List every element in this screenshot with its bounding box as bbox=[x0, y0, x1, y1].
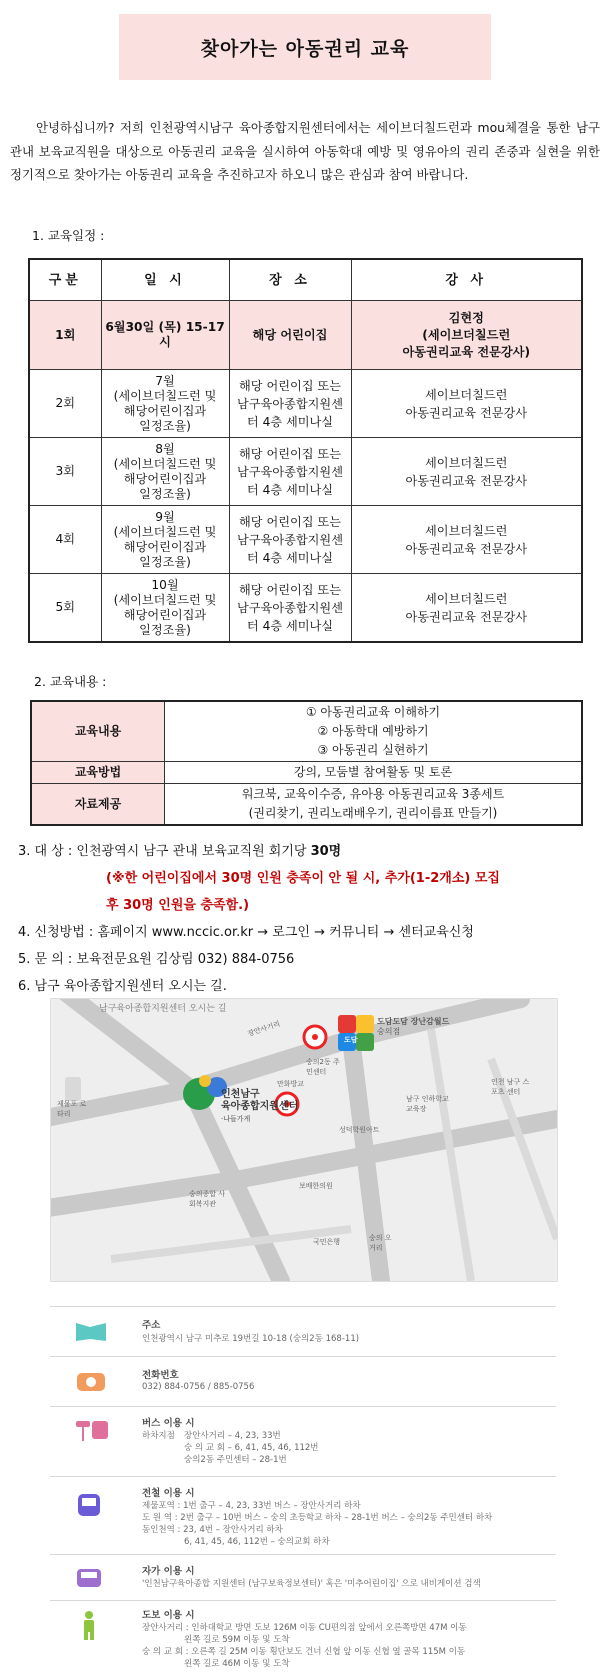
session-no: 3회 bbox=[29, 438, 101, 506]
map-graphic bbox=[51, 999, 557, 1281]
map-book-icon bbox=[74, 1319, 108, 1343]
session-no: 2회 bbox=[29, 370, 101, 438]
session-place: 해당 어린이집 또는 남구육아종합지원센 터 4층 세미나실 bbox=[229, 574, 351, 643]
map-label: 성덕학원아트 bbox=[339, 1126, 380, 1134]
session-no: 4회 bbox=[29, 506, 101, 574]
subway-block: 전철 이용 시 제물포역 : 1번 출구 – 4, 23, 33번 버스 – 장안사거리 하차 도 원 역 : 2번 출구 – 10번 버스 – 숭의 초등학교 하차 – 28-1번 버스 – 숭의2동 주민센터 하차 동인천역 : 23, 4번 – 장안사거리 하차 6, 41, 45, 46, 112번 – 숭의교회 하차 bbox=[50, 1476, 556, 1555]
location-map bbox=[50, 998, 558, 1282]
schedule-table bbox=[28, 258, 583, 643]
table-row bbox=[29, 574, 582, 643]
map-label: 국민은행 bbox=[313, 1238, 341, 1246]
edu-items bbox=[165, 701, 583, 762]
center-name: 인천남구 육아종합지원센터 ·나들가게 bbox=[221, 1089, 299, 1123]
session-place: 해당 어린이집 또는 남구육아종합지원센 터 4층 세미나실 bbox=[229, 438, 351, 506]
header-cell: 일 시 bbox=[101, 259, 229, 301]
contact-line: 5. 문 의 : 보육전문요원 김상림 032) 884-0756 bbox=[18, 952, 295, 967]
session-date: 6월30일 (목) 15-17시 bbox=[101, 301, 229, 370]
nursery-name: 도담도담 장난감월드 숭의점 bbox=[377, 1017, 450, 1036]
edu-label: 교육내용 bbox=[31, 701, 165, 762]
map-label: 보배한의원 bbox=[299, 1182, 333, 1190]
nursery-logo-text: 도담 bbox=[344, 1036, 358, 1044]
content-table bbox=[30, 700, 583, 826]
material-label: 자료제공 bbox=[31, 784, 165, 826]
session-no: 5회 bbox=[29, 574, 101, 643]
material-line: 워크북, 교육이수증, 유아용 아동권리교육 3종세트 bbox=[241, 787, 505, 801]
map-label: 숭의 오거리 bbox=[369, 1234, 392, 1252]
header-cell: 구분 bbox=[29, 259, 101, 301]
info-items bbox=[18, 838, 603, 1000]
intro-paragraph: 안녕하십니까? 저희 인천광역시남구 육아종합지원센터에서는 세이브더칠드런과 mou체결을 통한 남구 관내 보육교직원을 대상으로 아동권리 교육을 실시하여 아동학대 예방 및 영유아의 권리 존중과 실현을 위한 정기적으로 찾아가는 아동권리 교육을 추진하고자 하오니 많은 관심과 참여 바랍니다. bbox=[10, 120, 600, 183]
phone-block: 전화번호 032) 884-0756 / 885-0756 bbox=[50, 1356, 556, 1407]
session-date: 10월 (세이브더칠드런 및 해당어린이집과 일정조율) bbox=[101, 574, 229, 643]
phone-icon bbox=[74, 1367, 108, 1393]
material-line: (권리찾기, 권리노래배우기, 권리이름표 만들기) bbox=[248, 806, 498, 820]
car-block: 자가 이용 시 '인천남구육아종합 지원센터 (남구보육정보센터)' 혹은 '미추어린이집' 으로 내비게이션 검색 bbox=[50, 1554, 556, 1601]
walk-icon bbox=[74, 1609, 104, 1641]
method-value: 강의, 모둠별 참여활동 및 토론 bbox=[165, 762, 583, 784]
map-label: 남구 인하학교 교육장 bbox=[406, 1095, 449, 1113]
session-date: 9월 (세이브더칠드런 및 해당어린이집과 일정조율) bbox=[101, 506, 229, 574]
address-block: 주소 인천광역시 남구 미추로 19번길 10-18 (숭의2동 168-11) bbox=[50, 1306, 556, 1357]
page-title: 찾아가는 아동권리 교육 bbox=[119, 14, 491, 80]
map-label: 숭의종합 사회복지관 bbox=[189, 1190, 226, 1208]
edu-item: ① 아동권리교육 이해하기 bbox=[305, 705, 441, 719]
table-row bbox=[29, 506, 582, 574]
bus-icon bbox=[74, 1417, 110, 1443]
bus-block: 버스 이용 시 하차지점 장안사거리 – 4, 23, 33번 숭 의 교 회 – 6, 41, 45, 46, 112번 숭의2동 주민센터 – 28-1번 bbox=[50, 1406, 556, 1477]
session-lecturer: 세이브더칠드런 아동권리교육 전문강사 bbox=[351, 438, 582, 506]
map-label: 인천 남구 스포츠 센터 bbox=[491, 1078, 530, 1096]
method-label: 교육방법 bbox=[31, 762, 165, 784]
session-lecturer: 세이브더칠드런 아동권리교육 전문강사 bbox=[351, 506, 582, 574]
content-heading: 2. 교육내용 : bbox=[34, 674, 107, 689]
edu-item: ③ 아동권리 실현하기 bbox=[317, 743, 429, 757]
session-date: 7월 (세이브더칠드런 및 해당어린이집과 일정조율) bbox=[101, 370, 229, 438]
map-label: 숭의2동 주민센터 bbox=[306, 1058, 340, 1076]
session-place: 해당 어린이집 또는 남구육아종합지원센 터 4층 세미나실 bbox=[229, 506, 351, 574]
schedule-heading: 1. 교육일정 : bbox=[32, 228, 105, 243]
session-lecturer: 세이브더칠드런 아동권리교육 전문강사 bbox=[351, 574, 582, 643]
session-lecturer: 세이브더칠드런 아동권리교육 전문강사 bbox=[351, 370, 582, 438]
walk-block: 도보 이용 시 장안사거리 : 인하대학교 방면 도보 126M 이동 CU편의점 앞에서 오른쪽방면 47M 이동 왼쪽 길로 59M 이동 및 도착 숭 의 교 회 : 오른쪽 길 25M 이동 횡단보도 건너 신협 앞 이동 신협 옆 골목 115M 이동 왼쪽 길로 46M 이동 및 도착 bbox=[50, 1600, 556, 1667]
session-place: 해당 어린이집 또는 남구육아종합지원센 터 4층 세미나실 bbox=[229, 370, 351, 438]
table-row bbox=[29, 438, 582, 506]
session-place: 해당 어린이집 bbox=[229, 301, 351, 370]
table-row bbox=[29, 301, 582, 370]
note-line: (※한 어린이집에서 30명 인원 충족이 안 될 시, 추가(1-2개소) 모집 bbox=[106, 871, 500, 886]
apply-line: 4. 신청방법 : 홈페이지 www.nccic.or.kr → 로그인 → 커뮤니티 → 센터교육신청 bbox=[18, 925, 474, 940]
session-date: 8월 (세이브더칠드런 및 해당어린이집과 일정조율) bbox=[101, 438, 229, 506]
header-cell: 강 사 bbox=[351, 259, 582, 301]
material-value bbox=[165, 784, 583, 826]
subway-icon bbox=[74, 1491, 104, 1521]
table-row bbox=[29, 370, 582, 438]
target-line: 3. 대 상 : 인천광역시 남구 관내 보육교직원 회기당 30명 bbox=[18, 844, 342, 859]
map-label: 만화방교 bbox=[277, 1080, 305, 1088]
directions-line: 6. 남구 육아종합지원센터 오시는 길. bbox=[18, 979, 227, 994]
map-caption: 남구육아종합지원센터 오시는 길 bbox=[99, 1004, 227, 1014]
note-line: 후 30명 인원을 충족함.) bbox=[106, 898, 250, 913]
session-lecturer: 김현정 (세이브더칠드런 아동권리교육 전문강사) bbox=[351, 301, 582, 370]
session-no: 1회 bbox=[29, 301, 101, 370]
edu-item: ② 아동학대 예방하기 bbox=[317, 724, 429, 738]
map-label: 장안사거리 bbox=[246, 1019, 282, 1039]
schedule-header-row bbox=[29, 259, 582, 301]
map-label: 제물포 로타리 bbox=[57, 1100, 87, 1118]
car-icon bbox=[74, 1565, 104, 1591]
target-count: 30명 bbox=[310, 844, 342, 859]
header-cell: 장 소 bbox=[229, 259, 351, 301]
